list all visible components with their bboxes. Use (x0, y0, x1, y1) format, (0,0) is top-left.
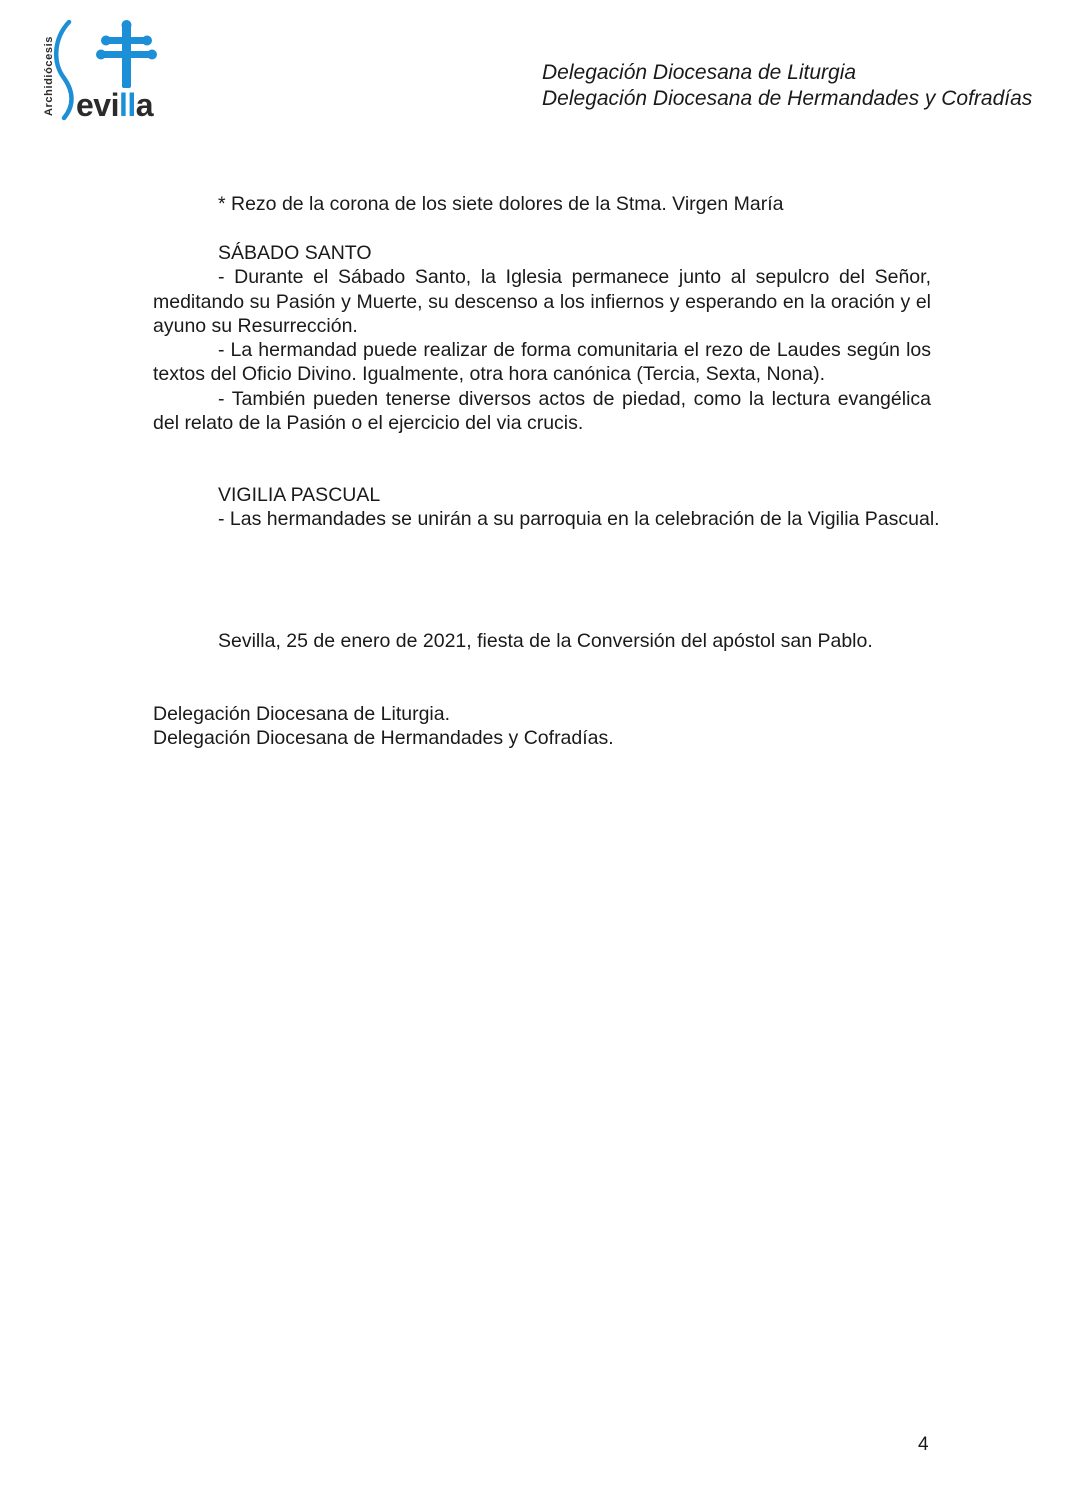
vigilia-pascual-heading: VIGILIA PASCUAL (218, 484, 381, 506)
sabado-santo-section (153, 241, 931, 435)
date-block (153, 629, 931, 653)
date-line: Sevilla, 25 de enero de 2021, fiesta de la Conversión del apóstol san Pablo. (218, 630, 873, 652)
logo-s-curve (56, 22, 71, 118)
cross-icon (96, 20, 157, 88)
page-number: 4 (918, 1434, 929, 1455)
sabado-paragraph-3: - También pueden tenerse diversos actos de piedad, como la lectura evangélica del relato de la Pasión o el ejercicio del via crucis. (153, 387, 931, 435)
header-line-hermandades: Delegación Diocesana de Hermandades y Cofradías (542, 87, 1033, 110)
logo-vertical-text: Archidiócesis (43, 36, 55, 116)
vigilia-paragraph-1: - Las hermandades se unirán a su parroquia en la celebración de la Vigilia Pascual. (218, 508, 940, 531)
corona-line-block (153, 192, 931, 216)
document-header (542, 60, 1032, 112)
corona-line: * Rezo de la corona de los siete dolores de la Stma. Virgen María (218, 193, 784, 215)
archdiocese-sevilla-logo (38, 16, 168, 126)
signature-line-hermandades: Delegación Diocesana de Hermandades y Cofradías. (153, 727, 614, 750)
signature-line-liturgia: Delegación Diocesana de Liturgia. (153, 703, 451, 725)
sabado-paragraph-2: - La hermandad puede realizar de forma comunitaria el rezo de Laudes según los textos del Oficio Divino. Igualmente, otra hora canónica (Tercia, Sexta, Nona). (153, 339, 931, 386)
logo-brand-text: evilla (76, 87, 154, 123)
header-line-liturgia: Delegación Diocesana de Liturgia (542, 61, 857, 84)
signature-block (153, 702, 931, 751)
vigilia-pascual-section (153, 483, 940, 532)
sabado-paragraph-1: - Durante el Sábado Santo, la Iglesia permanece junto al sepulcro del Señor, meditando su Pasión y Muerte, su descenso a los infiernos y esperando en la oración y el ayuno su Resurrección. (153, 266, 931, 337)
sabado-santo-heading: SÁBADO SANTO (218, 242, 372, 264)
